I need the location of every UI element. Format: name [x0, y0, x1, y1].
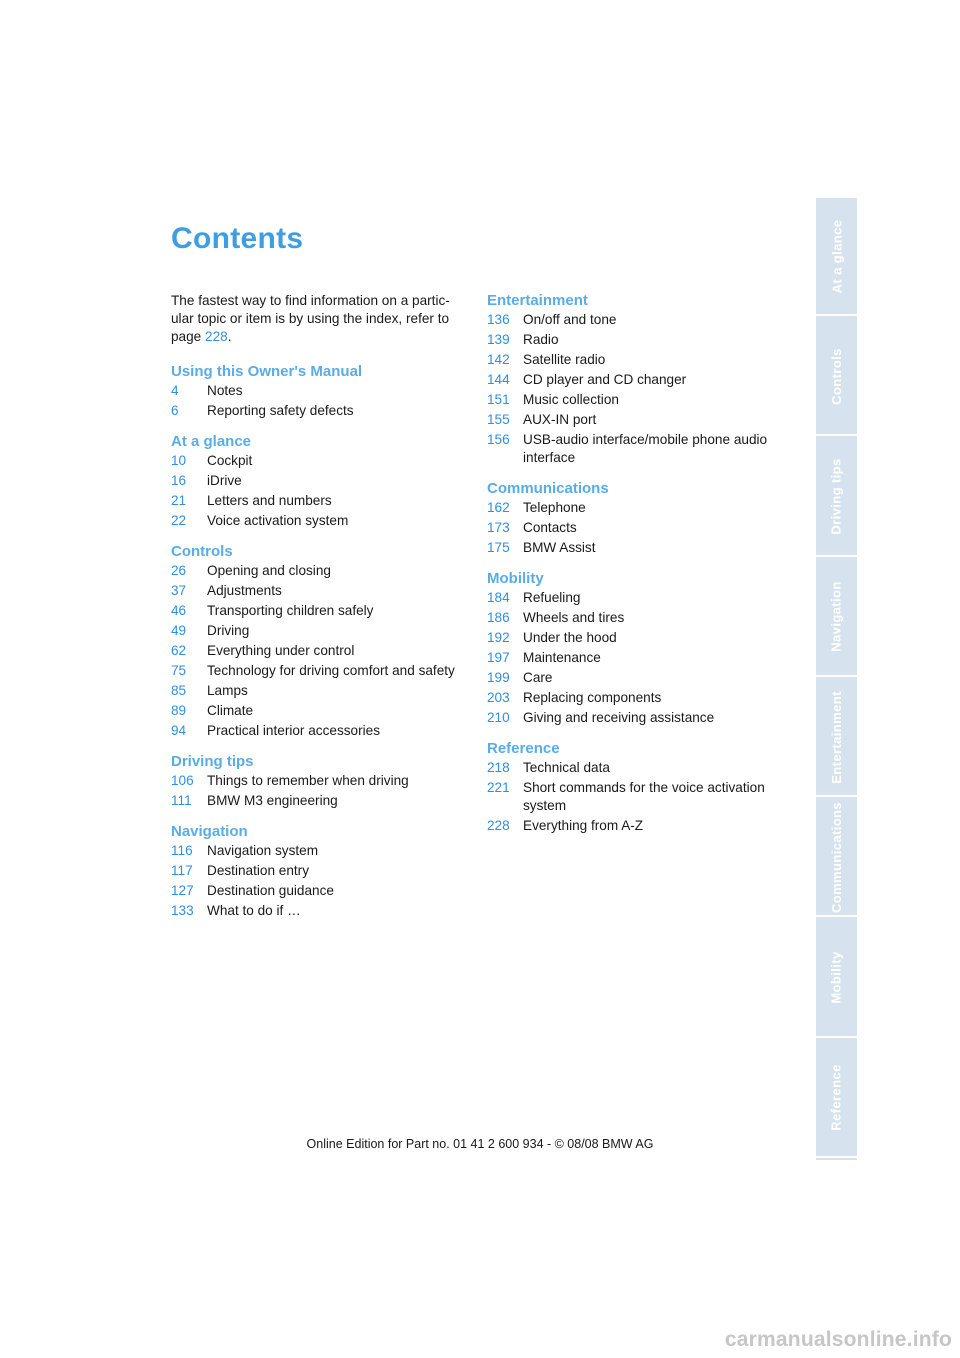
footer-text: Online Edition for Part no. 01 41 2 600 934 - © 08/08 BMW AG — [306, 1137, 654, 1151]
toc-entry-title: CD player and CD changer — [523, 372, 687, 387]
toc-entry[interactable] — [487, 669, 787, 687]
toc-page-number[interactable]: 192 — [487, 630, 510, 645]
contents-section — [171, 542, 471, 740]
toc-page-number[interactable]: 151 — [487, 392, 510, 407]
toc-entry[interactable] — [487, 331, 787, 349]
contents-section — [171, 752, 471, 810]
toc-entry-title: Care — [523, 670, 553, 685]
contents-left-column — [171, 362, 471, 932]
contents-section — [171, 362, 471, 420]
toc-entry[interactable] — [487, 709, 787, 727]
toc-entry-title: Things to remember when driving — [207, 773, 409, 788]
chapter-tab[interactable] — [816, 439, 857, 557]
toc-entry-title: Refueling — [523, 590, 581, 605]
toc-entry-title: Everything from A-Z — [523, 818, 644, 833]
chapter-tab-label: Controls — [829, 347, 844, 405]
chapter-tab-label: Communications — [829, 801, 844, 913]
toc-page-number[interactable]: 199 — [487, 670, 510, 685]
toc-entry-title: Giving and receiving assistance — [523, 710, 715, 725]
chapter-tab[interactable] — [816, 198, 857, 316]
toc-entry[interactable] — [487, 759, 787, 777]
section-title[interactable]: At a glance — [171, 433, 252, 450]
section-title[interactable]: Controls — [171, 543, 233, 560]
contents-section — [487, 479, 787, 557]
toc-entry-title: Contacts — [523, 520, 577, 535]
toc-entry[interactable] — [171, 792, 471, 810]
toc-entry-title: Satellite radio — [523, 352, 606, 367]
toc-page-number[interactable]: 16 — [171, 473, 187, 488]
chapter-tab-label: Navigation — [829, 581, 844, 652]
toc-page-number[interactable]: 22 — [171, 513, 187, 528]
toc-entry[interactable] — [487, 649, 787, 667]
toc-page-number[interactable]: 162 — [487, 500, 510, 515]
toc-entry[interactable] — [171, 562, 471, 580]
toc-entry-title: Navigation system — [207, 843, 319, 858]
toc-entry[interactable] — [487, 689, 787, 707]
section-title[interactable]: Entertainment — [487, 292, 588, 309]
toc-page-number[interactable]: 155 — [487, 412, 510, 427]
toc-page-number[interactable]: 127 — [171, 883, 194, 898]
chapter-tab[interactable] — [816, 679, 857, 797]
toc-entry[interactable] — [487, 817, 787, 835]
toc-entry-title: Climate — [207, 703, 254, 718]
toc-entry[interactable] — [171, 882, 471, 900]
chapter-tab-label: Reference — [829, 1064, 844, 1131]
toc-entry[interactable] — [171, 722, 471, 740]
toc-entry[interactable] — [171, 682, 471, 700]
chapter-tab[interactable] — [816, 559, 857, 677]
toc-page-number[interactable]: 21 — [171, 493, 187, 508]
intro-end: . — [227, 329, 232, 344]
toc-page-number[interactable]: 175 — [487, 540, 510, 555]
toc-page-number[interactable]: 4 — [171, 383, 179, 398]
toc-entry-title: Adjustments — [207, 583, 282, 598]
toc-entry-title: Cockpit — [207, 453, 253, 468]
toc-entry[interactable] — [487, 371, 787, 389]
toc-entry-title: Technical data — [523, 760, 610, 775]
toc-entry[interactable] — [171, 492, 471, 510]
intro-text: The fastest way to find information on a partic-ular topic or item is by using the index, refer to page — [171, 293, 450, 344]
toc-entry[interactable] — [171, 702, 471, 720]
toc-entry[interactable] — [487, 311, 787, 329]
toc-entry[interactable] — [487, 519, 787, 537]
contents-section — [487, 569, 787, 727]
watermark: carmanualsonline.info — [724, 1328, 952, 1351]
toc-entry[interactable] — [171, 842, 471, 860]
toc-page-number[interactable]: 46 — [171, 603, 187, 618]
toc-entry-title: Opening and closing — [207, 563, 331, 578]
contents-right-column — [487, 291, 787, 847]
chapter-tab[interactable] — [816, 799, 857, 917]
toc-page-number[interactable]: 94 — [171, 723, 187, 738]
toc-entry-title: USB-audio interface/mobile phone audio interface — [523, 432, 768, 465]
toc-entry-title: Lamps — [207, 683, 248, 698]
toc-page-number[interactable]: 142 — [487, 352, 510, 367]
section-title[interactable]: Communications — [487, 480, 609, 497]
section-title[interactable]: Driving tips — [171, 753, 254, 770]
toc-entry-title: Maintenance — [523, 650, 601, 665]
toc-entry-title: BMW M3 engineering — [207, 793, 338, 808]
toc-entry[interactable] — [171, 662, 471, 680]
toc-page-number[interactable]: 62 — [171, 643, 187, 658]
toc-entry-title: iDrive — [207, 473, 242, 488]
toc-page-number[interactable]: 133 — [171, 903, 194, 918]
toc-page-number[interactable]: 186 — [487, 610, 510, 625]
toc-entry[interactable] — [171, 862, 471, 880]
toc-page-number[interactable]: 26 — [171, 563, 187, 578]
contents-section — [171, 432, 471, 530]
toc-page-number[interactable]: 203 — [487, 690, 510, 705]
toc-page-number[interactable]: 6 — [171, 403, 179, 418]
toc-page-number[interactable]: 116 — [171, 843, 193, 858]
contents-section — [487, 739, 787, 835]
toc-page-number[interactable]: 156 — [487, 432, 510, 447]
toc-entry[interactable] — [171, 402, 471, 420]
section-title[interactable]: Using this Owner's Manual — [171, 363, 363, 380]
toc-entry[interactable] — [171, 472, 471, 490]
toc-entry[interactable] — [171, 902, 471, 920]
toc-page-number[interactable]: 144 — [487, 372, 510, 387]
toc-page-number[interactable]: 210 — [487, 710, 510, 725]
contents-section — [487, 291, 787, 467]
toc-page-number[interactable]: 218 — [487, 760, 510, 775]
chapter-tab-label: Entertainment — [829, 690, 845, 784]
toc-entry[interactable] — [171, 582, 471, 600]
toc-entry[interactable] — [487, 539, 787, 557]
toc-page-number[interactable]: 184 — [487, 590, 510, 605]
section-title[interactable]: Navigation — [171, 823, 248, 840]
toc-entry-title: Telephone — [523, 500, 586, 515]
toc-entry-title: Replacing components — [523, 690, 662, 705]
toc-entry-title: Reporting safety defects — [207, 403, 354, 418]
toc-entry-title: Transporting children safely — [207, 603, 374, 618]
index-page-link[interactable]: 228 — [205, 329, 228, 344]
toc-entry[interactable] — [171, 622, 471, 640]
intro-paragraph — [171, 292, 466, 346]
toc-page-number[interactable]: 85 — [171, 683, 187, 698]
toc-entry[interactable] — [171, 452, 471, 470]
toc-entry-title: Music collection — [523, 392, 619, 407]
chapter-tab-label: Driving tips — [829, 458, 844, 535]
toc-entry[interactable] — [487, 609, 787, 627]
toc-entry[interactable] — [171, 512, 471, 530]
section-title[interactable]: Reference — [487, 740, 560, 757]
toc-entry-title: Notes — [207, 383, 243, 398]
toc-entry[interactable] — [487, 411, 787, 429]
toc-page-number[interactable]: 75 — [171, 663, 187, 678]
toc-entry-title: Wheels and tires — [523, 610, 625, 625]
toc-entry[interactable] — [487, 589, 787, 607]
toc-entry[interactable] — [487, 499, 787, 517]
toc-page-number[interactable]: 228 — [487, 818, 510, 833]
section-title[interactable]: Mobility — [487, 570, 544, 587]
toc-page-number[interactable]: 197 — [487, 650, 510, 665]
toc-page-number[interactable]: 111 — [171, 793, 192, 808]
toc-entry[interactable] — [171, 382, 471, 400]
toc-page-number[interactable]: 49 — [171, 623, 187, 638]
toc-page-number[interactable]: 173 — [487, 520, 510, 535]
toc-entry[interactable] — [487, 779, 787, 815]
toc-entry-title: Practical interior accessories — [207, 723, 381, 738]
contents-section — [171, 822, 471, 920]
toc-entry-title: Short commands for the voice activation system — [523, 780, 765, 813]
toc-entry-title: AUX-IN port — [523, 412, 597, 427]
toc-entry-title: Destination guidance — [207, 883, 334, 898]
toc-entry[interactable] — [171, 602, 471, 620]
toc-page-number[interactable]: 10 — [171, 453, 187, 468]
toc-entry[interactable] — [487, 351, 787, 369]
toc-entry[interactable] — [487, 391, 787, 409]
toc-entry[interactable] — [487, 629, 787, 647]
toc-entry-title: Destination entry — [207, 863, 310, 878]
page-title: Contents — [171, 222, 304, 255]
toc-entry-title: BMW Assist — [523, 540, 596, 555]
toc-entry-title: Letters and numbers — [207, 493, 332, 508]
toc-entry-title: Technology for driving comfort and safety — [207, 663, 455, 678]
toc-page-number[interactable]: 139 — [487, 332, 510, 347]
toc-entry-title: Radio — [523, 332, 559, 347]
toc-page-number[interactable]: 37 — [171, 583, 187, 598]
toc-page-number[interactable]: 106 — [171, 773, 194, 788]
toc-entry[interactable] — [171, 772, 471, 790]
toc-entry-title: What to do if … — [207, 903, 301, 918]
chapter-tab[interactable] — [816, 318, 857, 436]
toc-entry-title: On/off and tone — [523, 312, 617, 327]
toc-entry[interactable] — [171, 642, 471, 660]
chapter-tab-label: Mobility — [829, 951, 844, 1004]
toc-entry-title: Driving — [207, 623, 250, 638]
toc-entry-title: Under the hood — [523, 630, 617, 645]
toc-page-number[interactable]: 136 — [487, 312, 510, 327]
toc-entry[interactable] — [487, 431, 787, 467]
chapter-tab[interactable] — [816, 920, 857, 1038]
toc-entry-title: Voice activation system — [207, 513, 349, 528]
toc-page-number[interactable]: 221 — [487, 780, 510, 795]
chapter-tabs — [816, 198, 857, 1160]
toc-page-number[interactable]: 117 — [171, 863, 193, 878]
chapter-tab-label: At a glance — [829, 219, 845, 293]
toc-page-number[interactable]: 89 — [171, 703, 187, 718]
toc-entry-title: Everything under control — [207, 643, 355, 658]
